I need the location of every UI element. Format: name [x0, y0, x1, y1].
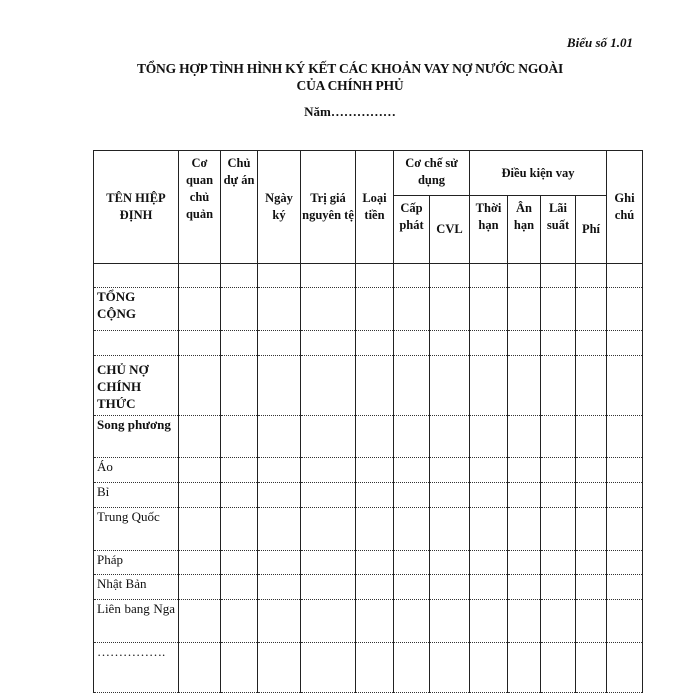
- table-row: [94, 264, 643, 288]
- row-label: Liên bang Nga: [94, 600, 179, 643]
- row-label: Pháp: [94, 551, 179, 575]
- col-usage-mechanism: Cơ chế sử dụng: [394, 151, 470, 196]
- loan-agreements-table: [93, 150, 643, 693]
- table-row: [94, 331, 643, 356]
- table-row: [94, 600, 643, 643]
- row-label: Nhật Bản: [94, 575, 179, 600]
- col-usage-onlending: CVL: [430, 196, 470, 264]
- col-interest-rate: Lãi suất: [541, 196, 576, 264]
- table-row: [94, 416, 643, 458]
- col-grace-period: Ân hạn: [508, 196, 541, 264]
- title-line-1: TỔNG HỢP TÌNH HÌNH KÝ KẾT CÁC KHOẢN VAY NỢ NƯỚC NGOÀI: [136, 61, 564, 76]
- row-label: Trung Quốc: [94, 508, 179, 551]
- table-row: [94, 458, 643, 483]
- row-label: TỔNG CỘNG: [94, 288, 179, 331]
- col-notes: Ghi chú: [607, 151, 643, 264]
- col-loan-conditions: Điều kiện vay: [470, 151, 607, 196]
- header-row-1: [94, 151, 643, 196]
- table-row: [94, 551, 643, 575]
- col-agreement-name: TÊN HIỆP ĐỊNH: [94, 151, 179, 264]
- row-label: Bỉ: [94, 483, 179, 508]
- row-label: [94, 331, 179, 356]
- col-project-owner: Chủ dự án: [221, 151, 258, 264]
- row-label: Áo: [94, 458, 179, 483]
- row-label: CHỦ NỢ CHÍNH THỨC: [94, 356, 179, 416]
- row-label: Song phương: [94, 416, 179, 458]
- col-value-original-currency: Trị giá nguyên tệ: [301, 151, 356, 264]
- form-number: Biểu số 1.01: [566, 35, 633, 50]
- row-label: …………….: [94, 643, 179, 693]
- col-managing-agency: Cơ quan chủ quản: [179, 151, 221, 264]
- year-label: Năm……………: [304, 104, 396, 119]
- col-currency-type: Loại tiền: [356, 151, 394, 264]
- table-row: [94, 288, 643, 331]
- row-label: [94, 264, 179, 288]
- col-fee: Phí: [576, 196, 607, 264]
- col-signing-date: Ngày ký: [258, 151, 301, 264]
- col-usage-grant: Cấp phát: [394, 196, 430, 264]
- table-row: [94, 643, 643, 693]
- table-row: [94, 356, 643, 416]
- title-line-2: CỦA CHÍNH PHỦ: [296, 78, 404, 93]
- table-row: [94, 575, 643, 600]
- col-loan-term: Thời hạn: [470, 196, 508, 264]
- table-row: [94, 483, 643, 508]
- table-row: [94, 508, 643, 551]
- document-title: [0, 60, 700, 94]
